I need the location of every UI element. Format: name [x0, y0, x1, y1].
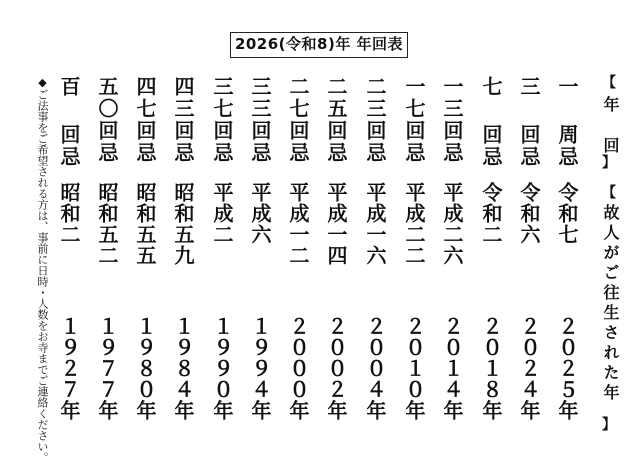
western-year: １９９４年	[248, 316, 272, 421]
memorial-column	[287, 76, 313, 426]
memorial-column	[480, 76, 506, 426]
anniversary-header	[596, 75, 622, 171]
page-title: 2026(令和8)年 年回表	[230, 32, 408, 58]
anniversary-name: 四三回忌	[171, 76, 195, 164]
western-year: １９９０年	[210, 316, 234, 421]
memorial-column	[172, 76, 198, 426]
western-year: ２００４年	[363, 316, 387, 421]
era-year: 昭和五二	[95, 182, 119, 266]
bracket-open: 【	[602, 185, 616, 201]
anniversary-name: 百 回忌	[57, 76, 81, 168]
anniversary-name: 三三回忌	[248, 76, 272, 164]
bracket-close: 】	[602, 155, 616, 171]
anniversary-name: 五〇回忌	[95, 76, 119, 164]
western-year: ２０２４年	[517, 316, 541, 421]
anniversary-name: 三 回忌	[517, 76, 541, 168]
era-year: 令和六	[517, 182, 541, 245]
memorial-column	[249, 76, 275, 426]
era-year: 昭和五九	[171, 182, 195, 266]
anniversary-name: 七 回忌	[479, 76, 503, 168]
anniversary-name: 一 周忌	[555, 76, 579, 168]
anniversary-header-label: 年 回	[601, 96, 620, 156]
era-year: 令和二	[479, 182, 503, 245]
western-year: ２０１４年	[440, 316, 464, 421]
anniversary-name: 三七回忌	[210, 76, 234, 164]
western-year: １９８０年	[133, 316, 157, 421]
death-year-header	[596, 185, 622, 433]
memorial-column	[325, 76, 351, 426]
anniversary-name: 一七回忌	[402, 76, 426, 164]
western-year: １９２７年	[57, 316, 81, 421]
memorial-column	[96, 76, 122, 426]
western-year: １９８４年	[171, 316, 195, 421]
era-year: 平成二	[210, 182, 234, 245]
memorial-column	[211, 76, 237, 426]
memorial-column	[134, 76, 160, 426]
bracket-open: 【	[602, 75, 616, 91]
western-year: ２００２年	[324, 316, 348, 421]
memorial-column	[403, 76, 429, 426]
era-year: 平成一六	[363, 182, 387, 266]
death-year-header-label: 故人がご往生された年	[601, 204, 620, 404]
era-year: 平成六	[248, 182, 272, 245]
memorial-column	[58, 76, 84, 426]
anniversary-name: 四七回忌	[133, 76, 157, 164]
western-year: ２０１０年	[402, 316, 426, 421]
era-year: 昭和二	[57, 182, 81, 245]
era-year: 昭和五五	[133, 182, 157, 266]
era-year: 平成二二	[402, 182, 426, 266]
western-year: ２０１８年	[479, 316, 503, 421]
western-year: ２０００年	[286, 316, 310, 421]
contact-note: ◆ご法事をご希望される方は、事前に日時・人数をお寺までご連絡ください。	[36, 76, 49, 463]
era-year: 令和七	[555, 182, 579, 245]
bracket-close: 】	[602, 417, 616, 433]
western-year: １９７７年	[95, 316, 119, 421]
memorial-column	[556, 76, 582, 426]
anniversary-name: 二三回忌	[363, 76, 387, 164]
memorial-column	[441, 76, 467, 426]
era-year: 平成二六	[440, 182, 464, 266]
era-year: 平成一二	[286, 182, 310, 266]
anniversary-name: 二五回忌	[324, 76, 348, 164]
western-year: ２０２５年	[555, 316, 579, 421]
era-year: 平成一四	[324, 182, 348, 266]
memorial-column	[364, 76, 390, 426]
anniversary-name: 二七回忌	[286, 76, 310, 164]
memorial-column	[518, 76, 544, 426]
anniversary-name: 一三回忌	[440, 76, 464, 164]
